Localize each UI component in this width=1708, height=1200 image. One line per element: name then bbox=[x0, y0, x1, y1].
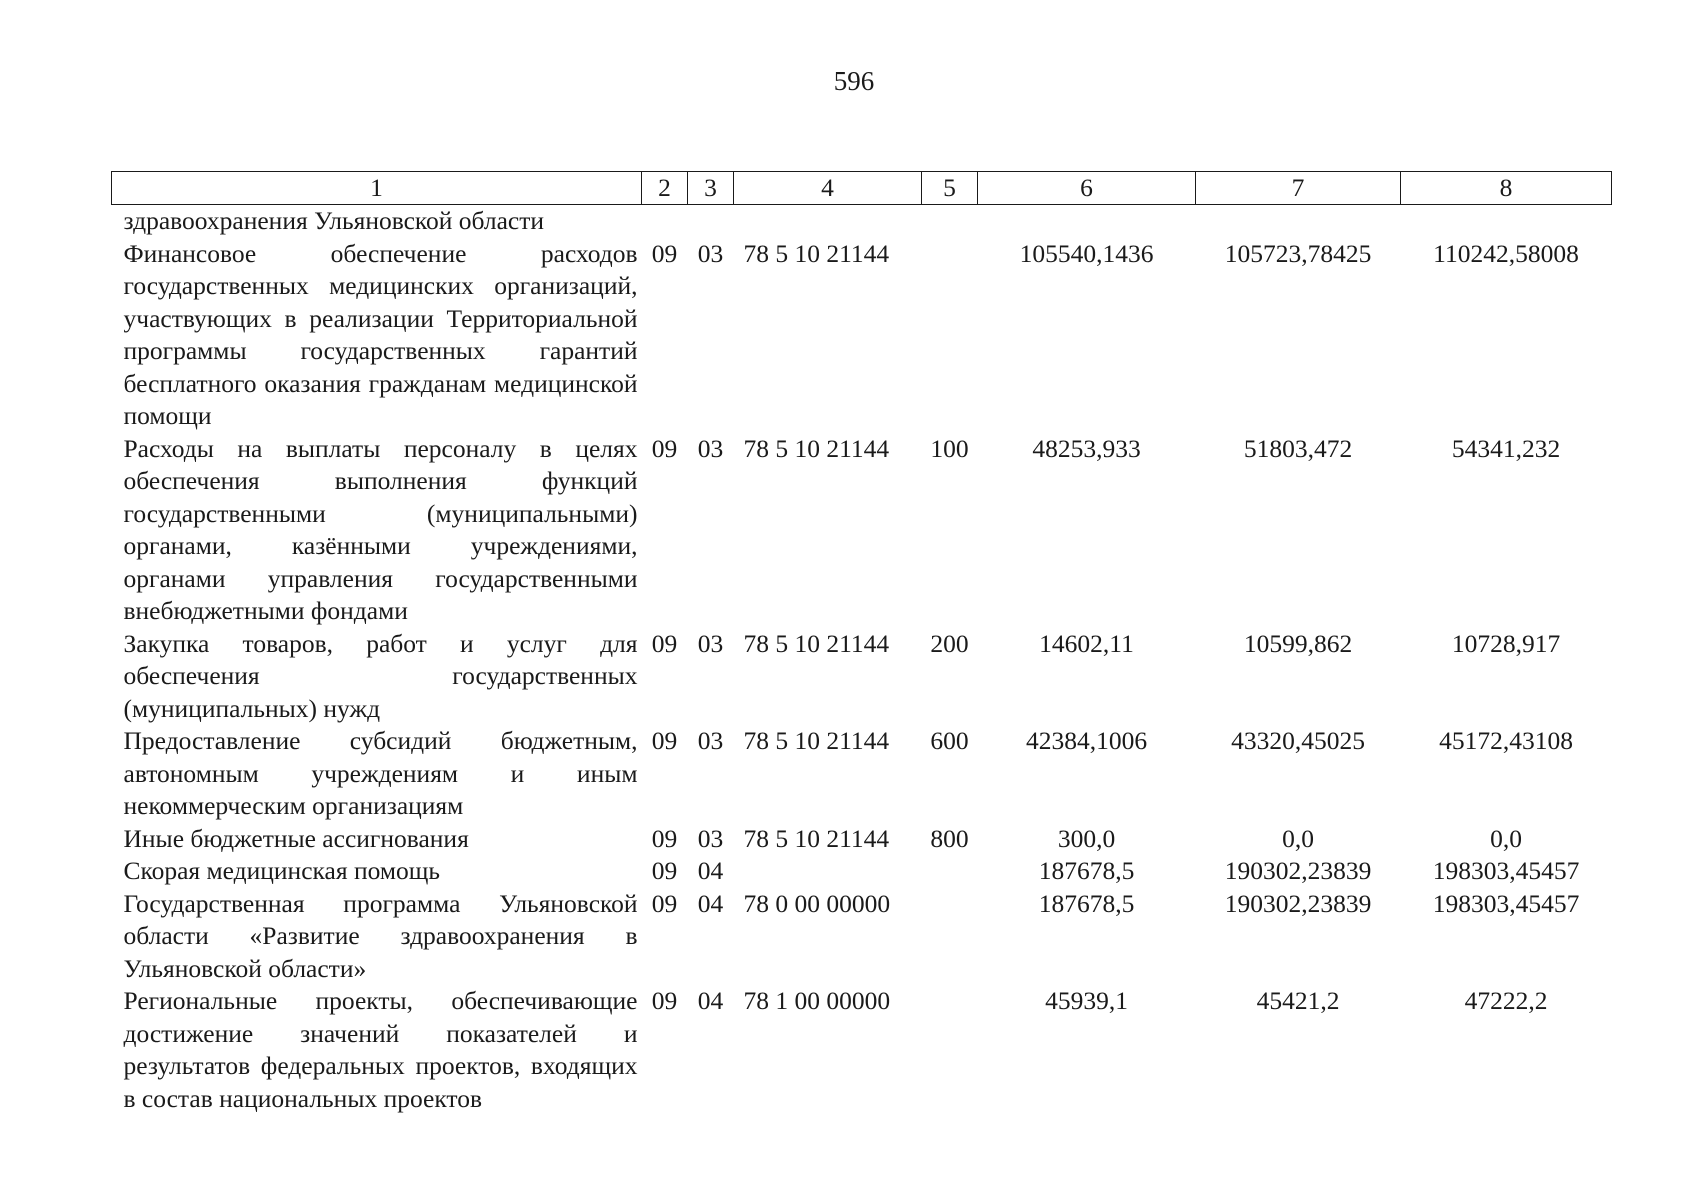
row-target-article: 78 0 00 00000 bbox=[743, 888, 891, 918]
table-row bbox=[112, 823, 1612, 856]
row-subsection-code: 03 bbox=[697, 726, 724, 755]
row-amount-col8: 47222,2 bbox=[1464, 986, 1548, 1015]
column-header-3: 3 bbox=[688, 172, 734, 205]
row-expense-type bbox=[922, 855, 978, 888]
page-number: 596 bbox=[833, 66, 875, 96]
row-amount-col7: 105723,78425 bbox=[1224, 238, 1372, 268]
table-header bbox=[112, 172, 1612, 205]
row-expense-type: 200 bbox=[930, 628, 969, 658]
row-amount-col6: 42384,1006 bbox=[1025, 726, 1148, 755]
row-description: Предоставление субсидий бюджетным, автономным учреждениям и иным некоммерческим организациям bbox=[123, 726, 638, 820]
row-subsection-code: 03 bbox=[697, 628, 724, 658]
row-amount-col6: 48253,933 bbox=[1032, 433, 1141, 463]
column-header-1: 1 bbox=[112, 172, 642, 205]
row-amount-col7: 51803,472 bbox=[1243, 433, 1353, 463]
row-subsection-code: 04 bbox=[697, 856, 724, 885]
column-header-2: 2 bbox=[642, 172, 688, 205]
table-row bbox=[112, 855, 1612, 888]
row-target-article: 78 5 10 21144 bbox=[743, 628, 890, 658]
row-amount-col6: 187678,5 bbox=[1038, 856, 1135, 885]
row-target-article: 78 5 10 21144 bbox=[743, 823, 890, 853]
row-amount-col7: 10599,862 bbox=[1243, 628, 1353, 658]
row-description: Финансовое обеспечение расходов государственных медицинских организаций, участвующих в реализации Территориальной программы государственных гарантий бесплатного оказания гражданам медицинской помощи bbox=[123, 238, 638, 430]
row-description: Расходы на выплаты персоналу в целях обеспечения выполнения функций государственными (муниципальными) органами, казёнными учреждениями, органами управления государственными внебюджетными фондами bbox=[123, 433, 638, 625]
row-section-code: 09 bbox=[651, 823, 678, 853]
row-description: Иные бюджетные ассигнования bbox=[123, 823, 469, 853]
row-description: здравоохранения Ульяновской области bbox=[123, 206, 545, 235]
row-subsection-code: 04 bbox=[697, 986, 724, 1015]
table-row bbox=[112, 628, 1612, 726]
row-target-article: 78 5 10 21144 bbox=[743, 726, 890, 755]
column-header-5: 5 bbox=[922, 172, 978, 205]
row-amount-col8: 0,0 bbox=[1490, 823, 1522, 853]
budget-table bbox=[111, 171, 1612, 1115]
row-expense-type: 100 bbox=[930, 433, 969, 463]
row-amount-col8: 45172,43108 bbox=[1439, 726, 1573, 755]
table-body bbox=[112, 205, 1612, 1116]
row-amount-col8: 198303,45457 bbox=[1432, 856, 1580, 885]
row-amount-col6: 45939,1 bbox=[1045, 986, 1128, 1015]
table-row bbox=[112, 238, 1612, 433]
column-header-6: 6 bbox=[978, 172, 1196, 205]
column-header-4: 4 bbox=[734, 172, 922, 205]
table-row bbox=[112, 725, 1612, 823]
column-header-7: 7 bbox=[1196, 172, 1401, 205]
row-expense-type bbox=[922, 238, 978, 433]
table-row-continuation bbox=[112, 205, 1612, 238]
row-description: Государственная программа Ульяновской области «Развитие здравоохранения в Ульяновской области» bbox=[123, 888, 638, 983]
table-row bbox=[112, 888, 1612, 986]
row-section-code: 09 bbox=[651, 986, 678, 1015]
row-amount-col7: 190302,23839 bbox=[1224, 888, 1372, 918]
row-subsection-code: 03 bbox=[697, 823, 724, 853]
row-expense-type bbox=[922, 985, 978, 1115]
row-description: Региональные проекты, обеспечивающие достижение значений показателей и результатов федеральных проектов, входящих в состав национальных проектов bbox=[123, 986, 638, 1113]
row-section-code: 09 bbox=[651, 726, 678, 755]
row-amount-col6: 105540,1436 bbox=[1019, 238, 1154, 268]
row-subsection-code: 04 bbox=[697, 888, 724, 918]
row-amount-col7: 43320,45025 bbox=[1231, 726, 1365, 755]
row-amount-col6: 300,0 bbox=[1057, 823, 1116, 853]
row-section-code: 09 bbox=[651, 238, 678, 268]
row-section-code: 09 bbox=[651, 888, 678, 918]
row-amount-col8: 54341,232 bbox=[1451, 433, 1561, 463]
row-section-code: 09 bbox=[651, 856, 678, 885]
row-expense-type: 800 bbox=[930, 823, 969, 853]
row-amount-col8: 110242,58008 bbox=[1433, 238, 1579, 268]
row-amount-col7: 0,0 bbox=[1282, 823, 1314, 853]
table-row bbox=[112, 433, 1612, 628]
row-amount-col7: 45421,2 bbox=[1256, 986, 1340, 1015]
row-expense-type: 600 bbox=[930, 726, 969, 755]
row-section-code: 09 bbox=[651, 628, 678, 658]
row-expense-type bbox=[922, 888, 978, 986]
column-header-8: 8 bbox=[1401, 172, 1612, 205]
row-amount-col6: 187678,5 bbox=[1038, 888, 1135, 918]
row-amount-col6: 14602,11 bbox=[1039, 628, 1134, 658]
row-description: Закупка товаров, работ и услуг для обеспечения государственных (муниципальных) нужд bbox=[123, 628, 638, 723]
row-subsection-code: 03 bbox=[697, 433, 724, 463]
header-row bbox=[112, 172, 1612, 205]
row-amount-col8: 10728,917 bbox=[1451, 628, 1561, 658]
row-section-code: 09 bbox=[651, 433, 678, 463]
row-target-article bbox=[734, 855, 922, 888]
row-target-article: 78 1 00 00000 bbox=[743, 986, 891, 1015]
row-amount-col7: 190302,23839 bbox=[1224, 856, 1372, 885]
row-amount-col8: 198303,45457 bbox=[1432, 888, 1580, 918]
row-target-article: 78 5 10 21144 bbox=[743, 433, 890, 463]
row-subsection-code: 03 bbox=[697, 238, 724, 268]
row-target-article: 78 5 10 21144 bbox=[743, 238, 890, 268]
table-row bbox=[112, 985, 1612, 1115]
row-description: Скорая медицинская помощь bbox=[123, 856, 441, 885]
